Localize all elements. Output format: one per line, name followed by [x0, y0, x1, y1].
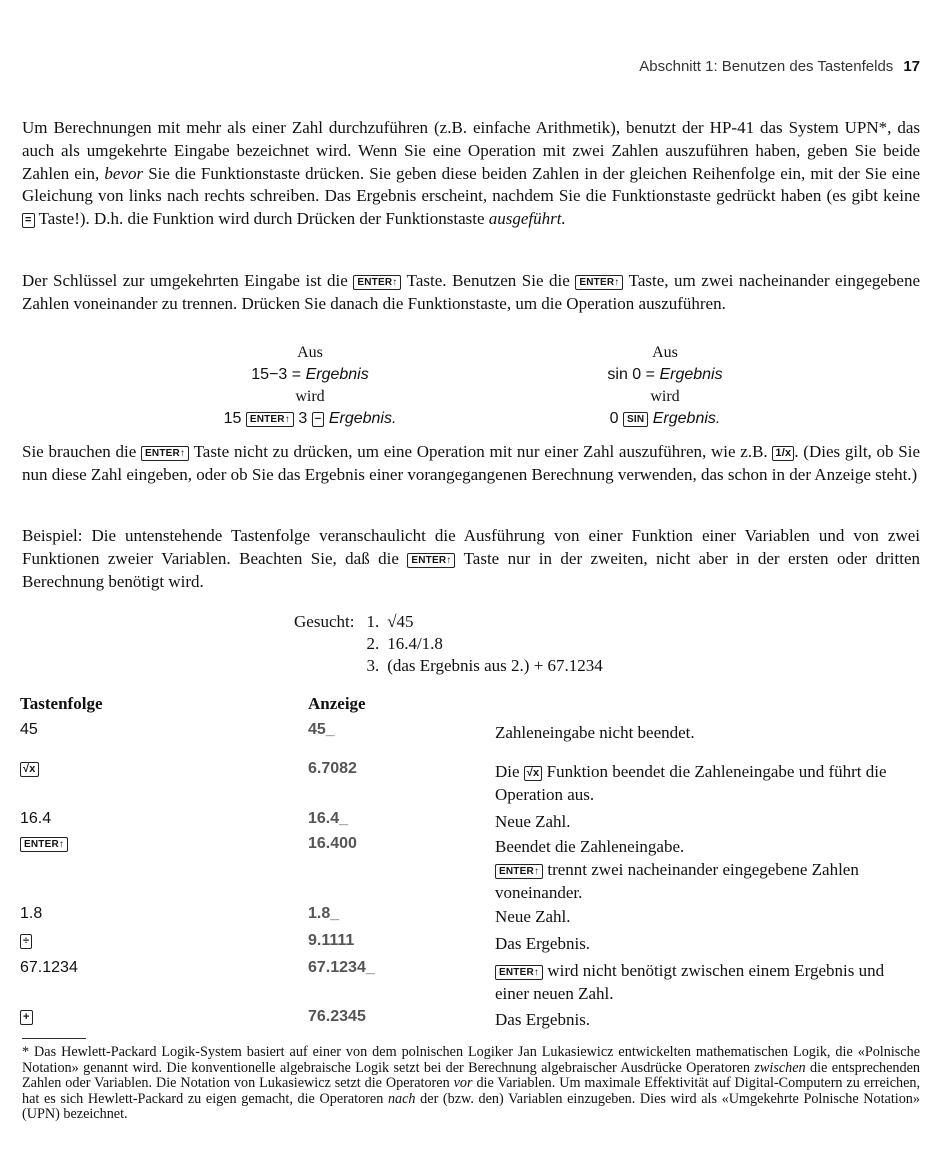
- minus-key: −: [312, 412, 325, 427]
- text-emphasis: ausgeführt.: [488, 209, 566, 229]
- keystroke: [20, 760, 39, 778]
- text: Taste, um zwei nacheinander eingegebene Zahlen voneinander zu trennen. Drücken Sie danach die Funktionstaste, um die Operation auszuführen.: [22, 271, 920, 313]
- example-expression: [560, 364, 770, 386]
- text: wird nicht benötigt zwischen einem Ergebnis und einer neuen Zahl.: [495, 961, 885, 1003]
- description: [495, 760, 920, 806]
- description: Das Ergebnis.: [495, 1010, 591, 1029]
- enter-key: ENTER↑: [407, 553, 455, 568]
- text-emphasis: zwischen: [754, 1059, 806, 1076]
- text: Um Berechnungen mit mehr als einer Zahl durchzuführen (z.B. einfache Arithmetik), benutzt der HP-41 das System UPN*, das auch als umgekehrte Eingabe bezeichnet wird. Wenn Sie eine Operation mit zwei Zahlen auszuführen haben, geben Sie beide Zahlen ein,: [22, 118, 920, 183]
- result-label: Ergebnis.: [328, 410, 397, 427]
- example-keystrokes: [200, 408, 420, 430]
- display-value: 9.1111: [308, 932, 355, 949]
- enter-key: ENTER↑: [246, 412, 294, 427]
- example-label: wird: [295, 388, 325, 405]
- display-value: 16.4_: [308, 810, 349, 827]
- description: Das Ergebnis.: [495, 934, 591, 953]
- expression-text: 15−3 =: [251, 366, 302, 383]
- column-header-display: Anzeige: [308, 694, 366, 713]
- example-keystrokes: [560, 408, 770, 430]
- text: Beendet die Zahleneingabe.: [495, 837, 685, 856]
- text: Taste!). D.h. die Funktion wird durch Drücken der Funktionstaste: [38, 209, 485, 229]
- footnote-divider: [22, 1038, 86, 1039]
- task-number: 1.: [366, 612, 380, 631]
- number: 0: [609, 410, 619, 427]
- example-sine: [560, 342, 770, 430]
- text: der (bzw. den) Variablen einzugeben. Dies wird als «Umgekehrte Polnische Notation» (UPN) bezeichnet.: [22, 1090, 920, 1123]
- display-value: 76.2345: [308, 1008, 366, 1025]
- text: Sie brauchen die: [22, 442, 137, 461]
- example-subtraction: [200, 342, 420, 430]
- text: Taste nicht zu drücken, um eine Operation mit nur einer Zahl auszuführen, wie z.B.: [193, 442, 768, 461]
- text: Beispiel: Die untenstehende Tastenfolge veranschaulicht die Ausführung von einer Funktion einer Variablen und von zwei Funktionen zweier Variablen. Beachten Sie, daß die: [22, 526, 920, 568]
- description: [495, 959, 920, 1005]
- description: [495, 835, 920, 904]
- example-label: Aus: [297, 344, 323, 361]
- keystroke: [20, 932, 32, 950]
- task-text: 16.4/1.8: [387, 634, 443, 653]
- enter-key: ENTER↑: [495, 965, 543, 980]
- example-expression: [200, 364, 420, 386]
- text-emphasis: bevor: [104, 163, 144, 183]
- column-header-keys: Tastenfolge: [20, 694, 103, 713]
- text: * Das Hewlett-Packard Logik-System basiert auf einer von dem polnischen Logiker Jan Lukasiewicz entwickelten mathematischen Logik, die «Polnische Notation» genannt wird. Die konventionelle algebraische Logik setzt bei der Berechnung algebraischer Ausdrücke Operatoren: [22, 1044, 920, 1076]
- paragraph-upn-intro: [22, 117, 920, 231]
- display-value: 6.7082: [308, 760, 357, 777]
- number: 15: [223, 410, 242, 427]
- keystroke: 1.8: [20, 905, 43, 922]
- text: Taste nur in der zweiten, nicht aber in der ersten oder dritten Berechnung benötigt wird.: [22, 548, 920, 591]
- task-list-label: Gesucht:: [294, 612, 355, 631]
- text: Taste. Benutzen Sie die: [406, 271, 570, 290]
- footnote: [22, 1045, 920, 1123]
- display-value: 45_: [308, 721, 335, 738]
- keystroke: 16.4: [20, 810, 52, 827]
- display-value: 16.400: [308, 835, 357, 852]
- text: Die: [495, 762, 520, 781]
- enter-key: ENTER↑: [20, 837, 68, 852]
- keystroke: 45: [20, 721, 38, 738]
- task-text: √45: [387, 612, 414, 631]
- page-number: 17: [903, 58, 920, 75]
- display-value: 67.1234_: [308, 959, 375, 976]
- text-emphasis: nach: [387, 1090, 416, 1107]
- text: die Variablen. Um maximale Effektivität auf Digital-Computern zu erreichen, hat es sich Hewlett-Packard zu eigen gemacht, die Operatoren: [22, 1075, 921, 1107]
- number: 3: [298, 410, 308, 427]
- text-emphasis: vor: [453, 1075, 473, 1092]
- result-label: Ergebnis: [305, 366, 369, 383]
- reciprocal-key: 1/x: [772, 446, 794, 461]
- keystroke: [20, 835, 68, 853]
- enter-key: ENTER↑: [141, 446, 189, 461]
- paragraph-example-intro: [22, 525, 920, 593]
- text: die entsprechenden Zahlen oder Variablen. Die Notation von Lukasiewicz setzt die Operatoren: [22, 1059, 921, 1092]
- text: Sie die Funktionstaste drücken. Sie geben diese beiden Zahlen in der gleichen Reihenfolge ein, mit der Sie eine Gleichung von links nach rechts schreiben. Das Ergebnis erscheint, nachdem Sie die Funktionstaste gedrückt haben (es gibt keine: [22, 163, 921, 206]
- enter-key: ENTER↑: [353, 275, 401, 290]
- equals-key: =: [22, 213, 35, 228]
- paragraph-single-number: [22, 441, 920, 487]
- divide-key: ÷: [20, 934, 32, 949]
- sqrt-key: √x: [20, 762, 39, 777]
- result-label: Ergebnis.: [652, 410, 721, 427]
- section-title: Abschnitt 1: Benutzen des Tastenfelds: [639, 58, 894, 75]
- expression-text: sin 0 =: [607, 366, 655, 383]
- display-value: 1.8_: [308, 905, 340, 922]
- enter-key: ENTER↑: [575, 275, 623, 290]
- example-label: Aus: [652, 344, 678, 361]
- sin-key: SIN: [623, 412, 648, 427]
- description: Neue Zahl.: [495, 907, 571, 926]
- text: Der Schlüssel zur umgekehrten Eingabe ist die: [22, 271, 348, 290]
- description: Zahleneingabe nicht beendet.: [495, 723, 695, 742]
- enter-key: ENTER↑: [495, 864, 543, 879]
- paragraph-enter-key: [22, 270, 920, 316]
- text: Funktion beendet die Zahleneingabe und führt die Operation aus.: [495, 762, 887, 804]
- keystroke: [20, 1008, 33, 1026]
- text: . (Dies gilt, ob Sie nun diese Zahl eingeben, oder ob Sie das Ergebnis einer vorangegangenen Berechnung verwenden, das schon in der Anzeige steht.): [22, 442, 921, 484]
- task-list: [294, 611, 603, 677]
- task-text: (das Ergebnis aus 2.) + 67.1234: [387, 656, 603, 675]
- result-label: Ergebnis: [659, 366, 723, 383]
- text: trennt zwei nacheinander eingegebene Zahlen voneinander.: [495, 860, 859, 902]
- sqrt-key: √x: [524, 766, 543, 781]
- page-header: [639, 58, 920, 75]
- description: Neue Zahl.: [495, 812, 571, 831]
- example-label: wird: [650, 388, 680, 405]
- plus-key: +: [20, 1010, 33, 1025]
- task-number: 2.: [366, 634, 380, 653]
- keystroke: 67.1234: [20, 959, 78, 976]
- task-number: 3.: [366, 656, 380, 675]
